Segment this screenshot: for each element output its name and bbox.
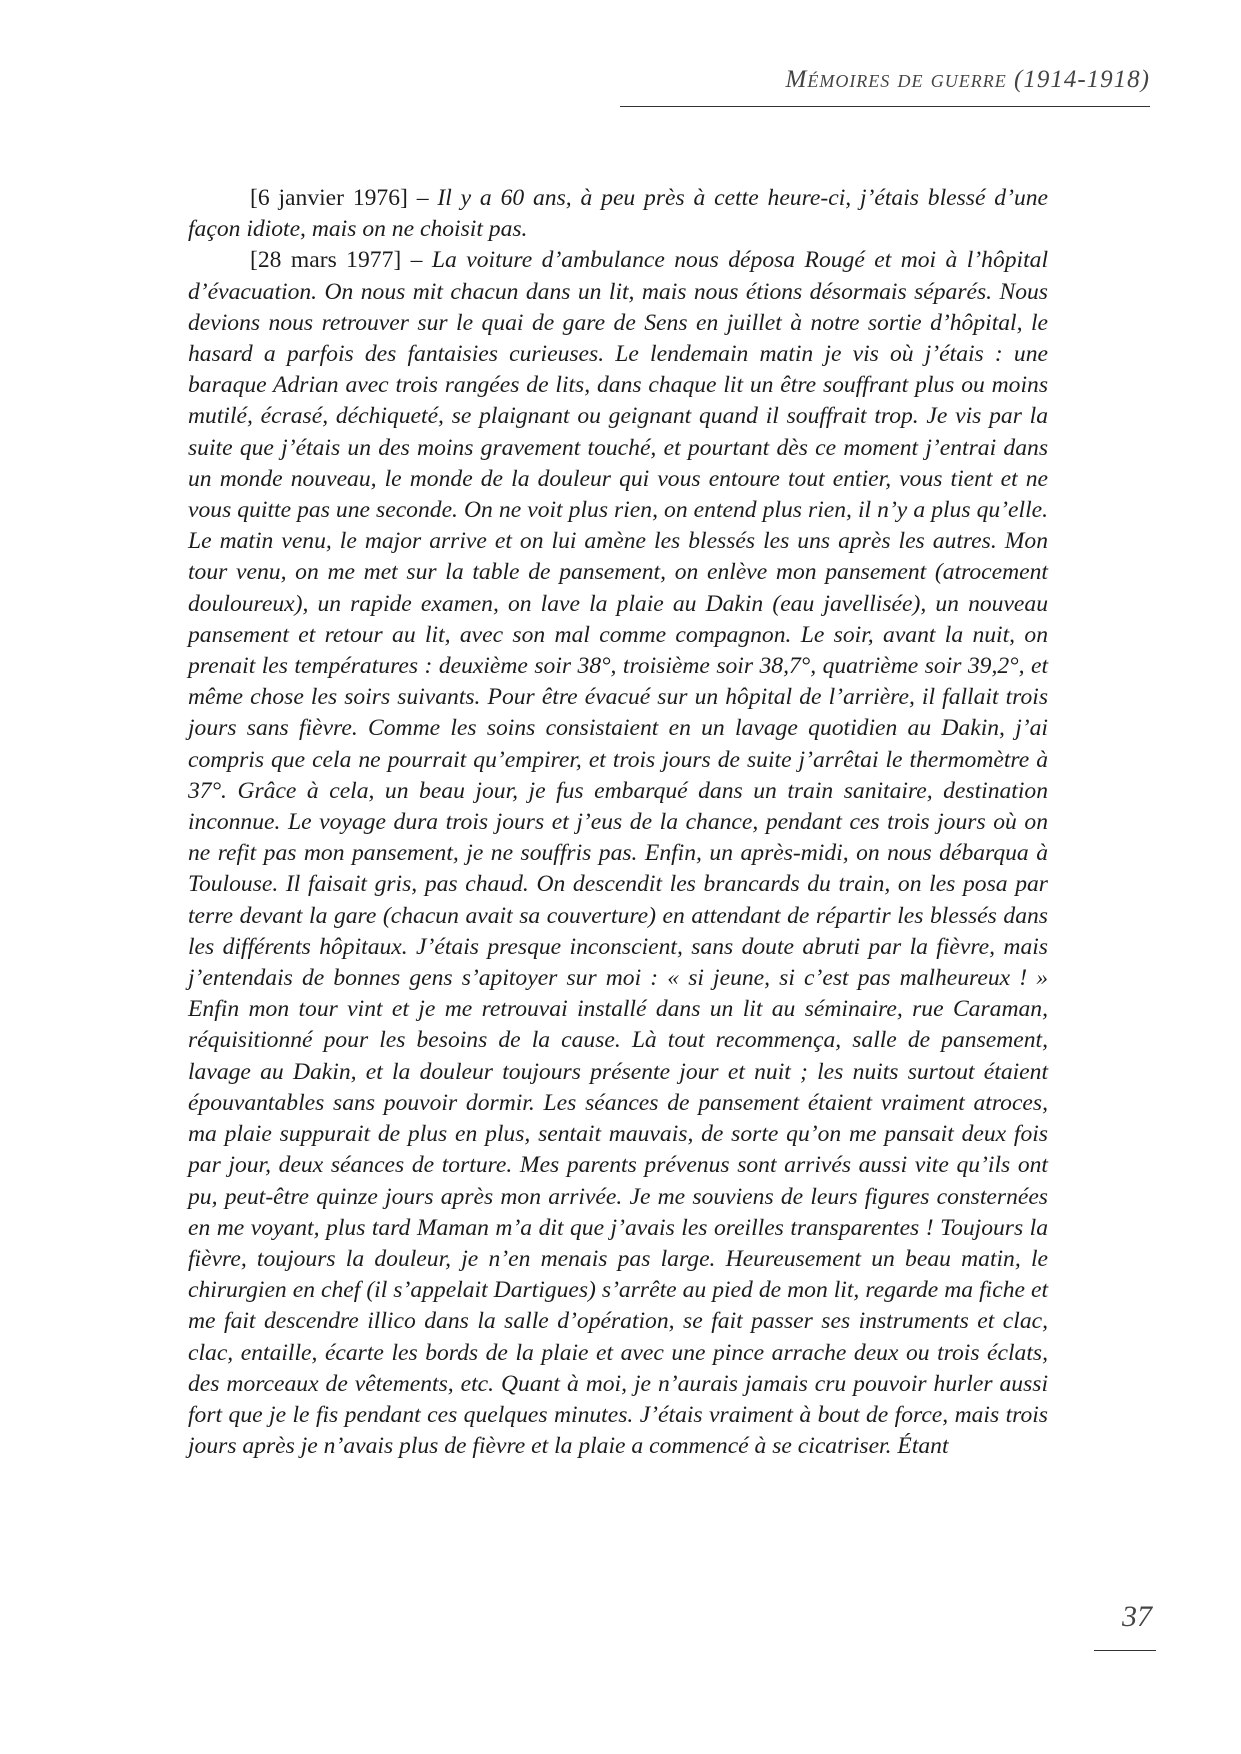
paragraph-1: [188, 183, 1048, 245]
paragraph-2-dash: –: [401, 247, 432, 274]
paragraph-1-date: [6 janvier 1976]: [250, 185, 408, 211]
body-text: [188, 183, 1048, 1462]
paragraph-2-date: [28 mars 1977]: [250, 247, 402, 274]
paragraph-1-text: Il y a 60 ans, à peu près à cette heure-ci, j’étais blessé d’une façon idiote, mais on ne choisit pas.: [188, 185, 1049, 243]
running-title: Mémoires de guerre (1914-1918): [785, 66, 1150, 93]
paragraph-2: [188, 245, 1048, 1462]
paragraph-1-dash: –: [407, 185, 438, 211]
page-folio: [1094, 1600, 1156, 1651]
page-number: 37: [1122, 1600, 1152, 1633]
paragraph-2-text: La voiture d’ambulance nous déposa Rougé et moi à l’hôpital d’évacuation. On nous mit chacun dans un lit, mais nous étions désormais séparés. Nous devions nous retrouver sur le quai de gare de Sens en juillet à notre sortie d’hôpital, le hasard a parfois des fantaisies curieuses. Le lendemain matin je vis où j’étais : une baraque Adrian avec trois rangées de lits, dans chaque lit un être souffrant plus ou moins mutilé, écrasé, déchiqueté, se plaignant ou geignant quand il souffrait trop. Je vis par la suite que j’étais un des moins gravement touché, et pourtant dès ce moment j’entrai dans un monde nouveau, le monde de la douleur qui vous entoure tout entier, vous tient et ne vous quitte pas une seconde. On ne voit plus rien, on entend plus rien, il n’y a plus qu’elle. Le matin venu, le major arrive et on lui amène les blessés les uns après les autres. Mon tour venu, on me met sur la table de pansement, on enlève mon pansement (atrocement douloureux), un rapide examen, on lave la plaie au Dakin (eau javellisée), un nouveau pansement et retour au lit, avec son mal comme compagnon. Le soir, avant la nuit, on prenait les températures : deuxième soir 38°, troisième soir 38,7°, quatrième soir 39,2°, et même chose les soirs suivants. Pour être évacué sur un hôpital de l’arrière, il fallait trois jours sans fièvre. Comme les soins consistaient en un lavage quotidien au Dakin, j’ai compris que cela ne pourrait qu’empirer, et trois jours de suite j’arrêtai le thermomètre à 37°. Grâce à cela, un beau jour, je fus embarqué dans un train sanitaire, destination inconnue. Le voyage dura trois jours et j’eus de la chance, pendant ces trois jours où on ne refit pas mon pansement, je ne souffris pas. Enfin, un après-midi, on nous débarqua à Toulouse. Il faisait gris, pas chaud. On descendit les brancards du train, on les posa par terre devant la gare (chacun avait sa couverture) en attendant de répartir les blessés dans les différents hôpitaux. J’étais presque inconscient, sans doute abruti par la fièvre, mais j’entendais de bonnes gens s’apitoyer sur moi : « si jeune, si c’est pas malheureux ! » Enfin mon tour vint et je me retrouvai installé dans un lit au séminaire, rue Caraman, réquisitionné pour les besoins de la cause. Là tout recommença, salle de pansement, lavage au Dakin, et la douleur toujours présente jour et nuit ; les nuits surtout étaient épouvantables sans pouvoir dormir. Les séances de pansement étaient vraiment atroces, ma plaie suppurait de plus en plus, sentait mauvais, de sorte qu’on me pansait deux fois par jour, deux séances de torture. Mes parents prévenus sont arrivés aussi vite qu’ils ont pu, peut-être quinze jours après mon arrivée. Je me souviens de leurs figures consternées en me voyant, plus tard Maman m’a dit que j’avais les oreilles transparentes ! Toujours la fièvre, toujours la douleur, je n’en menais pas large. Heureusement un beau matin, le chirurgien en chef (il s’appelait Dartigues) s’arrête au pied de mon lit, regarde ma fiche et me fait descendre illico dans la salle d’opération, se fait passer ses instruments et clac, clac, entaille, écarte les bords de la plaie et avec une pince arrache deux ou trois éclats, des morceaux de vêtements, etc. Quant à moi, je n’aurais jamais cru pouvoir hurler aussi fort que je le fis pendant ces quelques minutes. J’étais vraiment à bout de force, mais trois jours après je n’avais plus de fièvre et la plaie a commencé à se cicatriser. Étant: [188, 247, 1049, 1460]
running-header: [620, 64, 1150, 107]
